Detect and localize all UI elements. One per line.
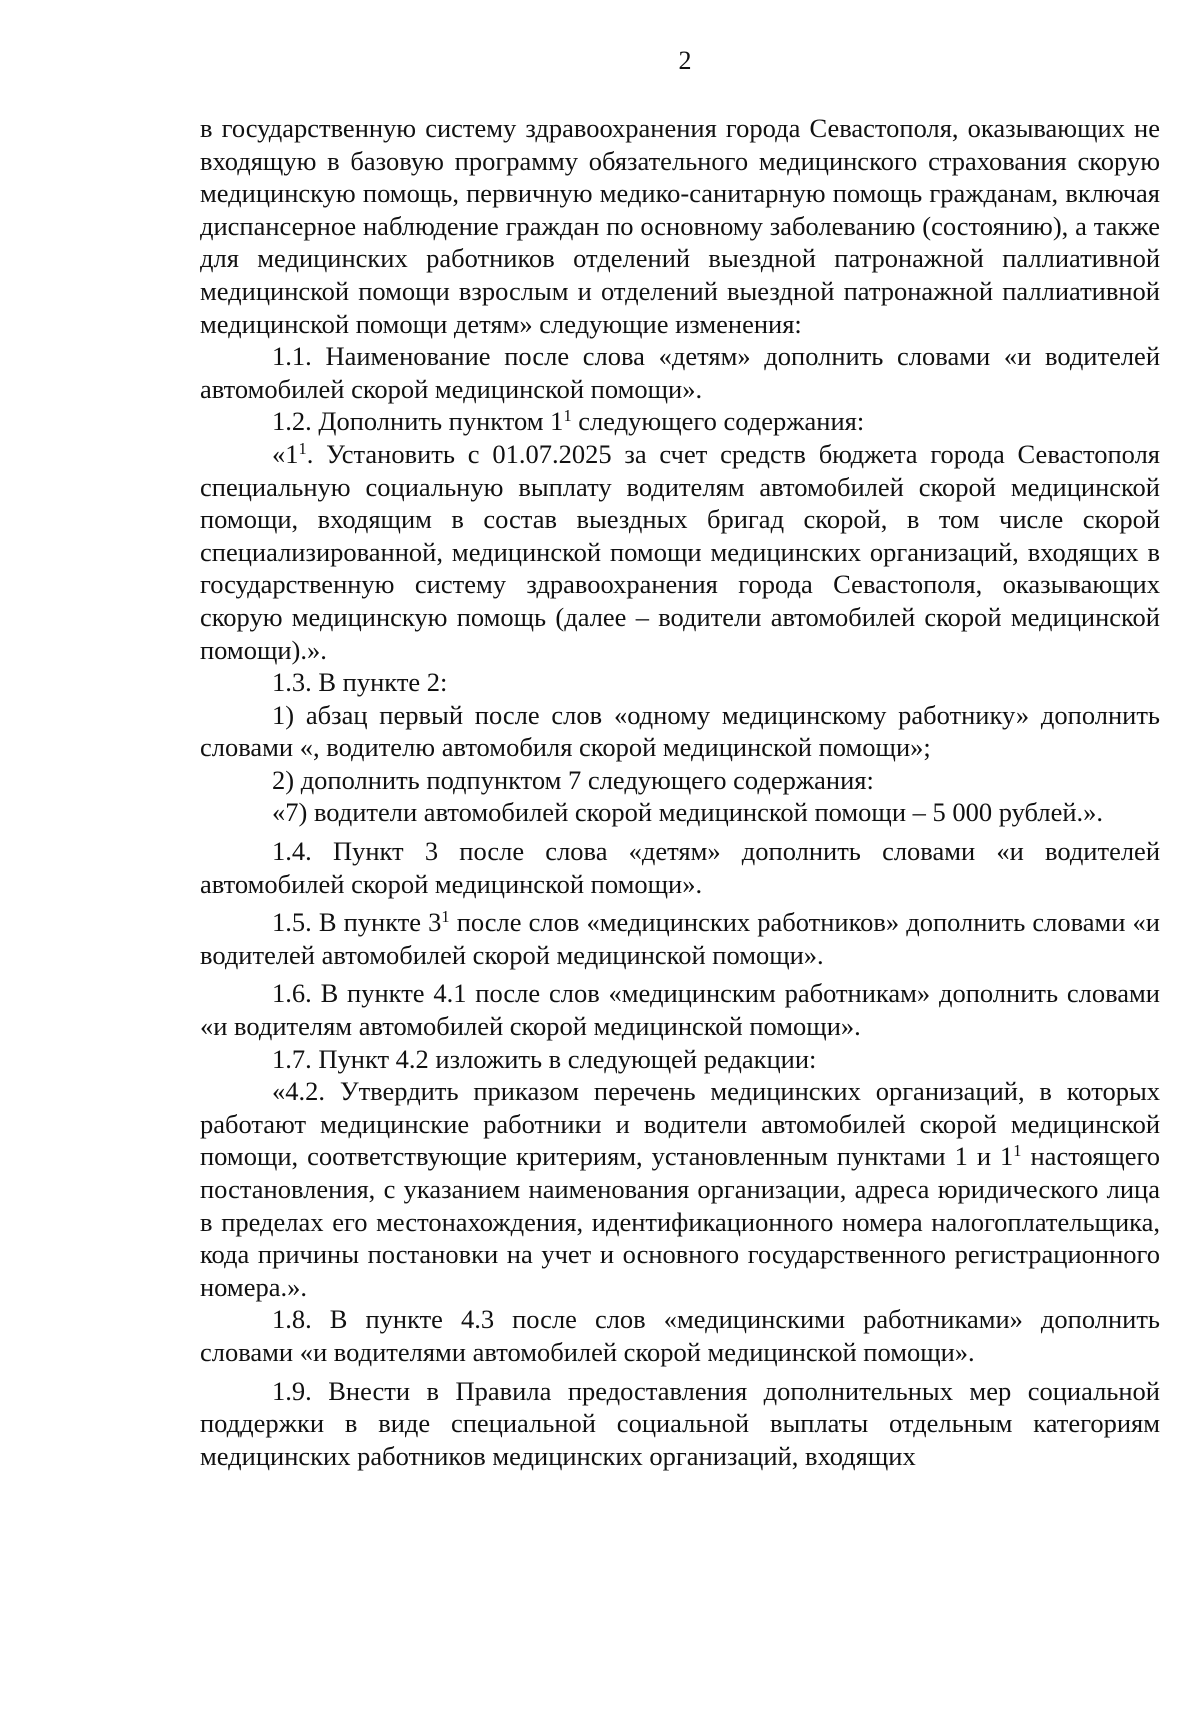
paragraph-1-5-text: после слов «медицинских работников» дополнить словами «и водителей автомобилей скорой медицинской помощи».: [200, 907, 1160, 970]
paragraph-continuation: в государственную систему здравоохранения города Севастополя, оказывающих не входящую в базовую программу обязательного медицинского страхования скорую медицинскую помощь, первичную медико-санитарную помощь гражданам, включая диспансерное наблюдение граждан по основному заболеванию (состоянию), а также для медицинских работников отделений выездной патронажной паллиативной медицинской помощи взрослым и отделений выездной патронажной паллиативной медицинской помощи детям» следующие изменения:: [200, 113, 1160, 339]
page-number: 2: [678, 46, 692, 75]
paragraph-point-4-2-text: настоящего постановления, с указанием наименования организации, адреса юридического лица в пределах его местонахождения, идентификационного номера налогоплательщика, кода причины постановки на учет и основного государственного регистрационного номера.».: [200, 1141, 1160, 1302]
paragraph-1-8: 1.8. В пункте 4.3 после слов «медицинскими работниками» дополнить словами «и водителями автомобилей скорой медицинской помощи».: [200, 1304, 1160, 1367]
paragraph-point-1-1-start: «1: [272, 438, 299, 469]
paragraph-1-6: 1.6. В пункте 4.1 после слов «медицинским работникам» дополнить словами «и водителям автомобилей скорой медицинской помощи».: [200, 978, 1160, 1042]
superscript: 1: [1013, 1141, 1022, 1161]
document-body: [200, 112, 1160, 1472]
paragraph-1-2-text: 1.2. Дополнить пунктом 1: [272, 406, 564, 437]
paragraph-1-2: [200, 405, 1160, 438]
paragraph-1-9: 1.9. Внести в Правила предоставления дополнительных мер социальной поддержки в виде специальной социальной выплаты отдельным категориям медицинских работников медицинских организаций, входящих: [200, 1375, 1160, 1471]
paragraph-1-5-start: 1.5. В пункте 3: [272, 907, 442, 938]
paragraph-point-1-1-text: . Установить с 01.07.2025 за счет средств бюджета города Севастополя специальную социальную выплату водителям автомобилей скорой медицинской помощи, входящим в состав выездных бригад скорой, в том числе скорой специализированной, медицинской помощи медицинских организаций, входящих в государственную систему здравоохранения города Севастополя, оказывающих скорую медицинскую помощь (далее – водители автомобилей скорой медицинской помощи).».: [200, 438, 1160, 665]
paragraph-point-4-2: [200, 1075, 1160, 1303]
paragraph-1-5: [200, 906, 1160, 971]
paragraph-1-2-text-end: следующего содержания:: [571, 406, 865, 437]
paragraph-1-4: 1.4. Пункт 3 после слова «детям» дополнить словами «и водителей автомобилей скорой медицинской помощи».: [200, 836, 1160, 899]
superscript: 1: [563, 406, 572, 426]
paragraph-1-7: 1.7. Пункт 4.2 изложить в следующей редакции:: [272, 1043, 817, 1074]
paragraph-1-1: 1.1. Наименование после слова «детям» дополнить словами «и водителей автомобилей скорой медицинской помощи».: [200, 341, 1160, 404]
paragraph-subpoint-7: «7) водители автомобилей скорой медицинской помощи – 5 000 рублей.».: [272, 797, 1104, 828]
paragraph-subpoint-2: 2) дополнить подпунктом 7 следующего содержания:: [272, 764, 874, 795]
paragraph-point-4-2-start: «4.2. Утвердить приказом перечень медицинских организаций, в которых работают медицинские работники и водители автомобилей скорой медицинской помощи, соответствующие критериям, установленным пунктами 1 и 1: [200, 1076, 1160, 1172]
paragraph-point-1-1: [200, 438, 1160, 666]
paragraph-1-3: 1.3. В пункте 2:: [272, 667, 448, 698]
superscript: 1: [298, 438, 307, 458]
paragraph-subpoint-1: 1) абзац первый после слов «одному медицинскому работнику» дополнить словами «, водителю автомобиля скорой медицинской помощи»;: [200, 699, 1160, 763]
superscript: 1: [441, 907, 450, 927]
